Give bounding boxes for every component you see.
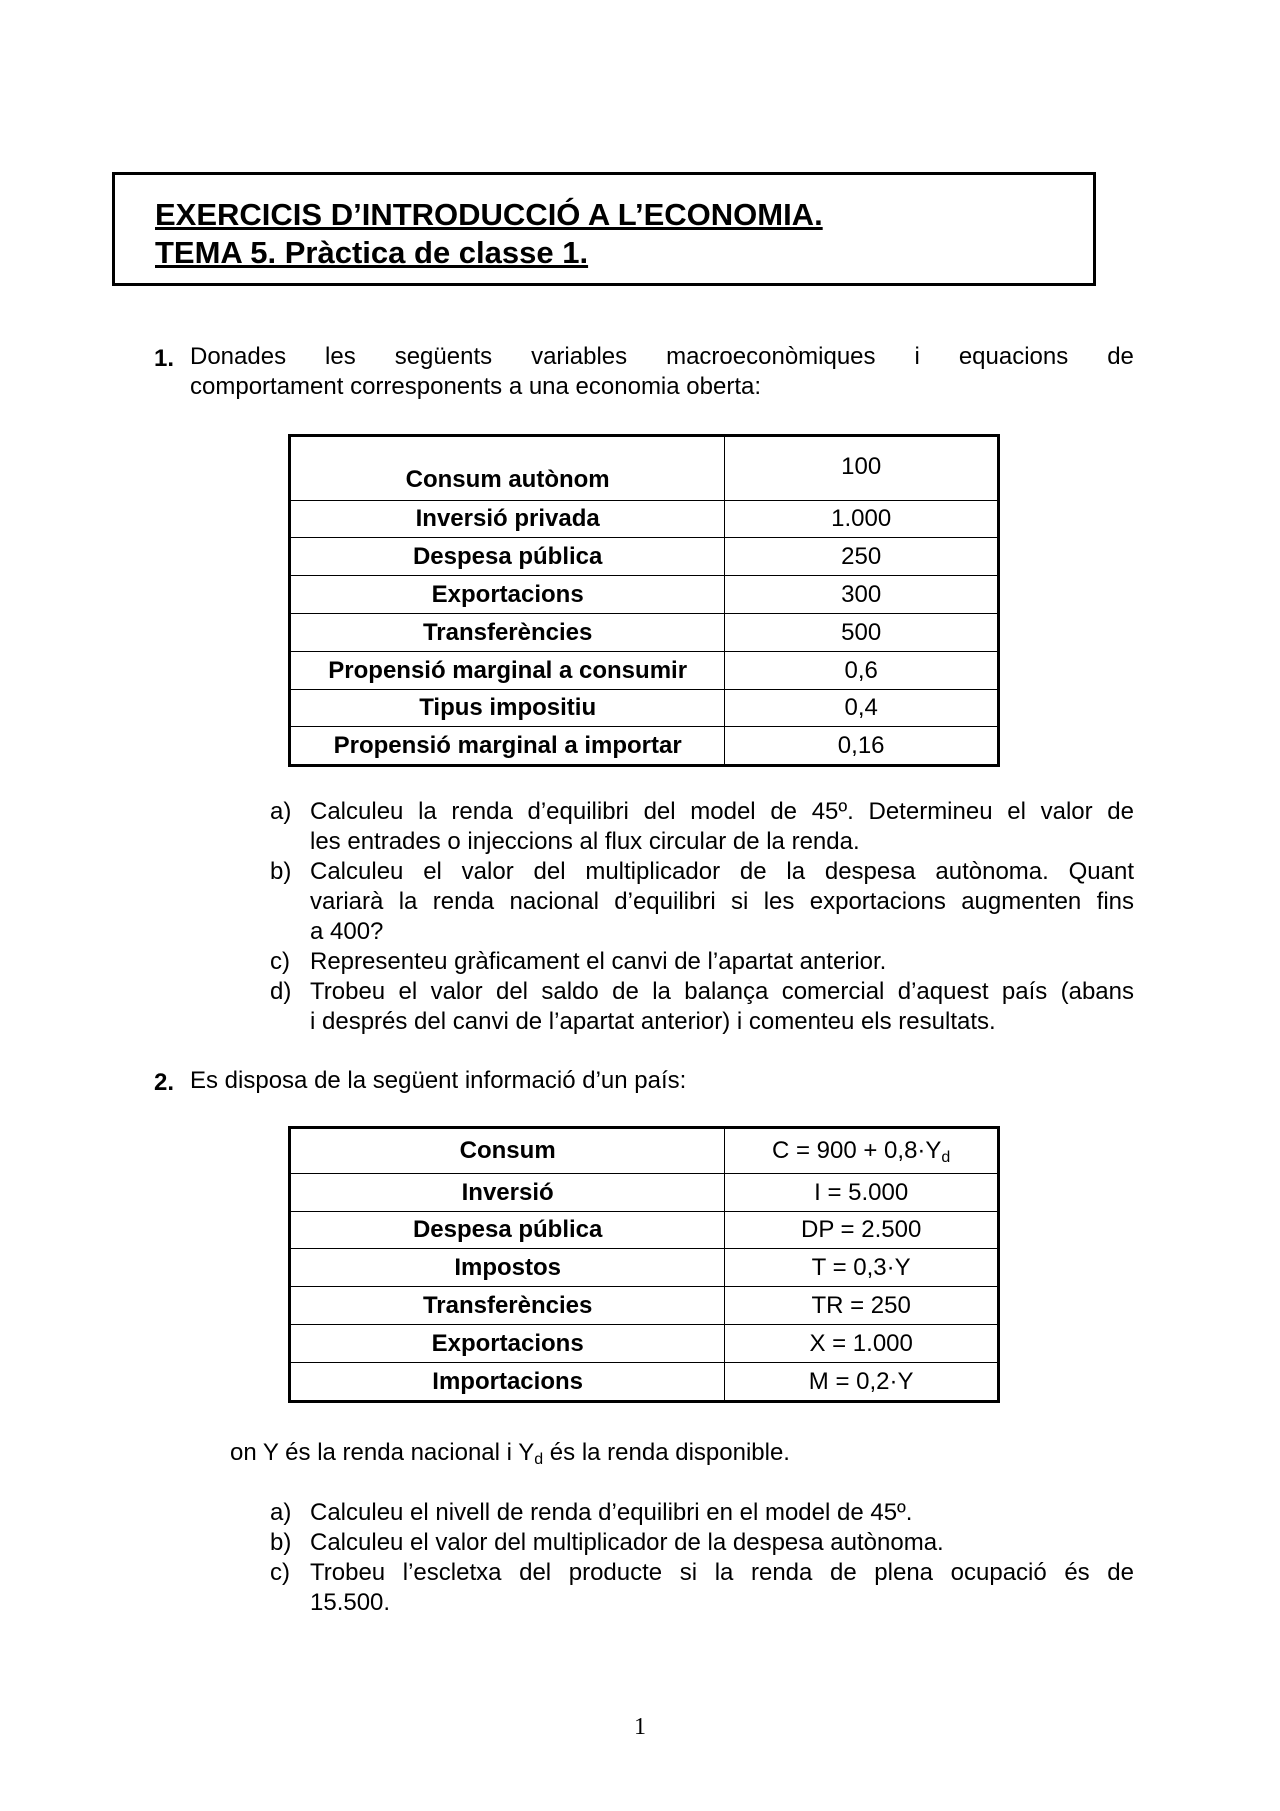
item-line: Calculeu el valor del multiplicador de la despesa autònoma. (310, 1529, 944, 1556)
table-value: X = 1.000 (725, 1325, 999, 1363)
table-label: Despesa pública (290, 538, 725, 576)
table-label: Despesa pública (290, 1212, 725, 1249)
item-marker: b) (270, 1529, 292, 1556)
table-value: 500 (725, 614, 999, 652)
note-text: és la renda disponible. (543, 1439, 790, 1466)
table-row (290, 1174, 999, 1212)
table-label: Transferències (290, 1287, 725, 1325)
table-value: TR = 250 (725, 1287, 999, 1325)
table-label: Consum autònom (290, 436, 725, 501)
item-line: Calculeu la renda d’equilibri del model de 45º. Determineu el valor de (310, 798, 1134, 825)
title-line-1: EXERCICIS D’INTRODUCCIÓ A L’ECONOMIA. (155, 197, 823, 232)
question-1-line-2: comportament corresponents a una economia oberta: (190, 373, 761, 400)
table-row (290, 1363, 999, 1402)
table-label: Propensió marginal a consumir (290, 652, 725, 690)
table-label: Impostos (290, 1249, 725, 1287)
item-line: Calculeu el valor del multiplicador de la despesa autònoma. Quant (310, 858, 1134, 885)
item-line: variarà la renda nacional d’equilibri si les exportacions augmenten fins (310, 888, 1134, 915)
item-marker: c) (270, 948, 290, 975)
table-row (290, 501, 999, 538)
table-label: Inversió (290, 1174, 725, 1212)
table-value: I = 5.000 (725, 1174, 999, 1212)
table-value: 250 (725, 538, 999, 576)
table-row (290, 690, 999, 727)
q2-data-table (288, 1126, 1000, 1403)
item-marker: d) (270, 978, 292, 1005)
table-label: Consum (290, 1128, 725, 1174)
item-marker: a) (270, 798, 292, 825)
question-1-line-1 (190, 342, 1134, 372)
table-label: Exportacions (290, 1325, 725, 1363)
item-line: Trobeu l’escletxa del producte si la renda de plena ocupació és de (310, 1559, 1134, 1586)
item-line: Representeu gràficament el canvi de l’apartat anterior. (310, 948, 887, 975)
table-value: 0,16 (725, 727, 999, 766)
q1-word: Donades (190, 343, 287, 370)
table-label: Importacions (290, 1363, 725, 1402)
item-line: a 400? (310, 918, 384, 945)
q1-word: i (914, 343, 920, 370)
table-row (290, 727, 999, 766)
q1-word: macroeconòmiques (666, 343, 876, 370)
table-row (290, 436, 999, 501)
table-row (290, 576, 999, 614)
item-line: Trobeu el valor del saldo de la balança comercial d’aquest país (abans (310, 978, 1134, 1005)
table-row (290, 538, 999, 576)
q1-word: variables (531, 343, 628, 370)
item-marker: b) (270, 858, 292, 885)
q1-data-table (288, 434, 1000, 767)
disposable-subscript: d (941, 1149, 951, 1166)
question-1-number: 1. (154, 345, 175, 372)
table-row (290, 1128, 999, 1174)
item-line: Calculeu el nivell de renda d’equilibri en el model de 45º. (310, 1499, 913, 1526)
title-line-2: TEMA 5. Pràctica de classe 1. (155, 235, 589, 270)
table-label: Inversió privada (290, 501, 725, 538)
q1-word: equacions (958, 343, 1069, 370)
table-label: Transferències (290, 614, 725, 652)
table-label: Exportacions (290, 576, 725, 614)
table-value: 0,4 (725, 690, 999, 727)
table-row (290, 614, 999, 652)
table-value (725, 1128, 999, 1174)
table-value: M = 0,2·Y (725, 1363, 999, 1402)
item-line: 15.500. (310, 1589, 391, 1616)
title-box (112, 172, 1096, 286)
q1-word: les (325, 343, 356, 370)
q1-word: següents (394, 343, 493, 370)
table-value: 300 (725, 576, 999, 614)
table-value: T = 0,3·Y (725, 1249, 999, 1287)
table-row (290, 1249, 999, 1287)
table-label: Tipus impositiu (290, 690, 725, 727)
question-2-number: 2. (154, 1069, 175, 1096)
table-value: DP = 2.500 (725, 1212, 999, 1249)
page-number: 1 (634, 1714, 646, 1740)
table-value: 100 (725, 436, 999, 501)
table-row (290, 1287, 999, 1325)
table-row (290, 1325, 999, 1363)
item-marker: c) (270, 1559, 290, 1586)
item-line: i després del canvi de l’apartat anterior) i comenteu els resultats. (310, 1008, 996, 1035)
item-marker: a) (270, 1499, 292, 1526)
q1-word: de (1107, 343, 1134, 370)
consumption-formula: C = 900 + 0,8·Y (771, 1137, 942, 1164)
question-2-intro: Es disposa de la següent informació d’un país: (190, 1067, 687, 1094)
table-row (290, 652, 999, 690)
item-line: les entrades o injeccions al flux circular de la renda. (310, 828, 860, 855)
note-text: on Y és la renda nacional i Y (230, 1439, 535, 1466)
table-row (290, 1212, 999, 1249)
table-value: 0,6 (725, 652, 999, 690)
table-value: 1.000 (725, 501, 999, 538)
note-subscript: d (534, 1451, 544, 1468)
table-label: Propensió marginal a importar (290, 727, 725, 766)
q2-note (230, 1438, 790, 1468)
